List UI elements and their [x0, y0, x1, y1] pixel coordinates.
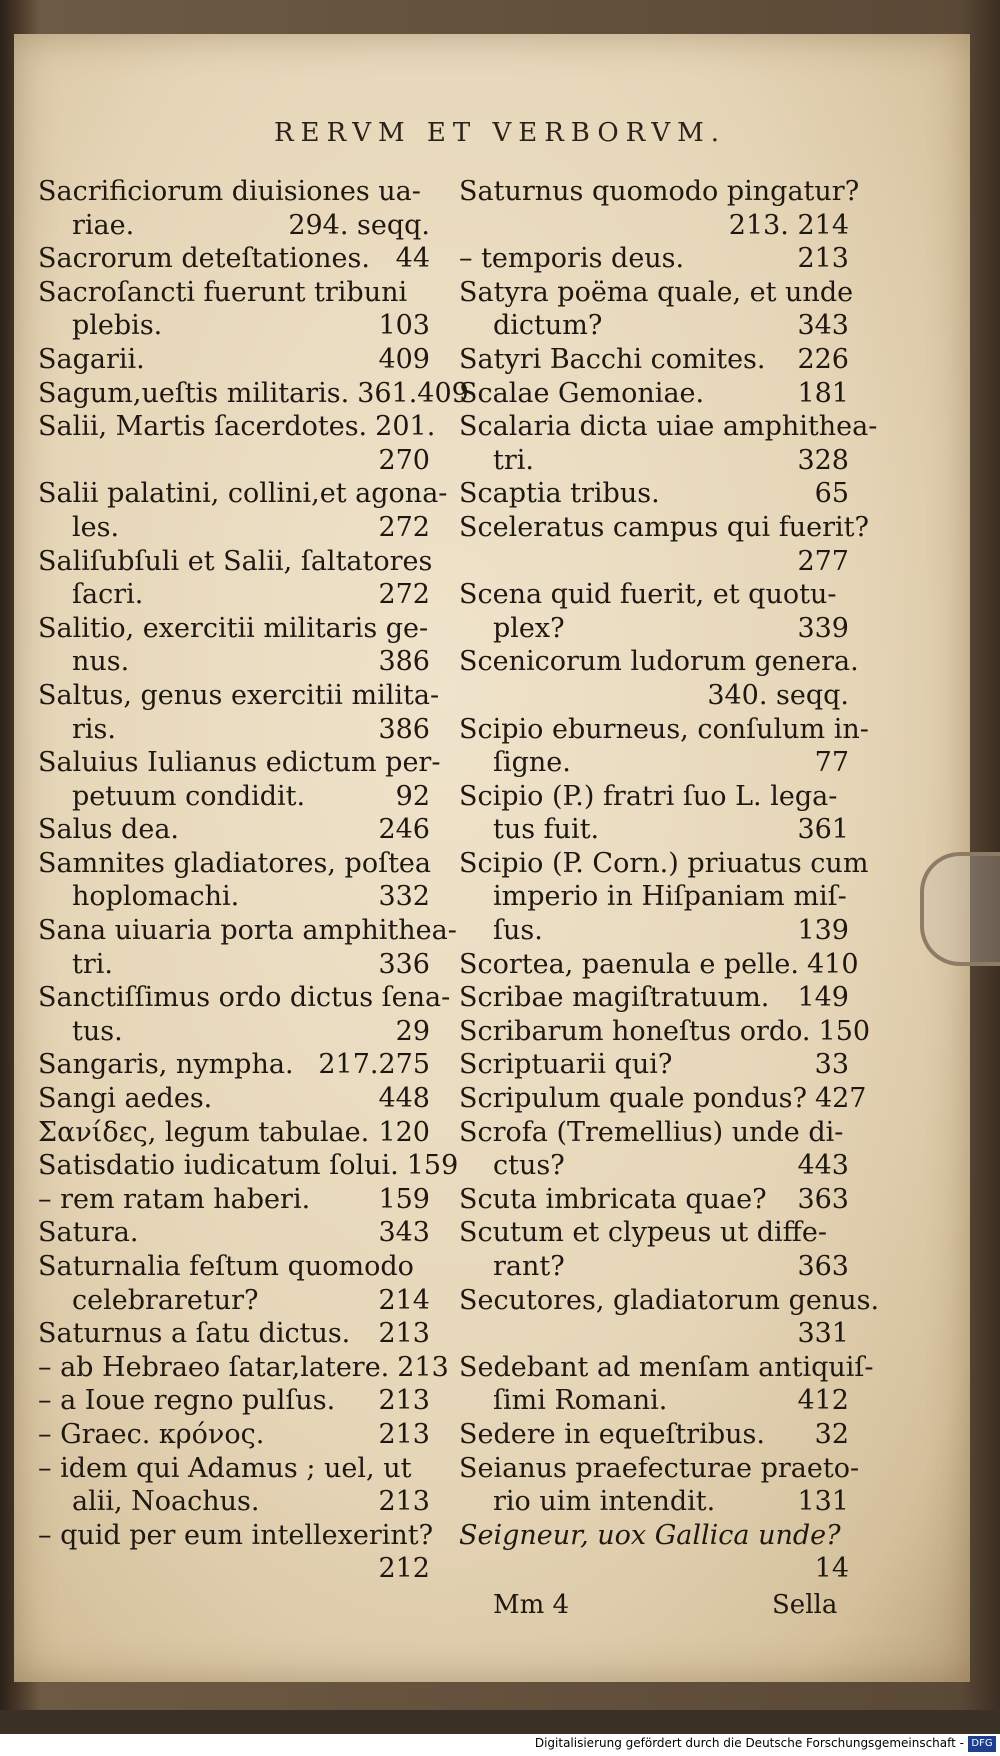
entry-term: Scripulum quale pondus?	[459, 1083, 807, 1115]
entry-page-ref: 331	[797, 1318, 849, 1350]
entry-line	[38, 948, 430, 982]
entry-line	[459, 1048, 849, 1082]
index-entry	[459, 1183, 849, 1217]
entry-term: Scipio eburneus, conſulum in-	[459, 713, 869, 745]
index-entry	[459, 780, 849, 847]
index-entry	[38, 612, 430, 679]
entry-line	[459, 914, 849, 948]
index-entry	[459, 645, 859, 712]
entry-line	[459, 276, 854, 310]
entry-page-ref: 32	[814, 1418, 849, 1450]
entry-line	[38, 242, 430, 276]
entry-line	[38, 1048, 430, 1082]
index-entry	[459, 276, 854, 343]
entry-term: ſus.	[493, 915, 543, 947]
entry-page-ref: 213	[378, 1318, 430, 1350]
index-entry	[38, 410, 436, 477]
index-entry	[459, 175, 860, 242]
entry-page-ref: 246	[378, 814, 430, 846]
index-entry	[38, 545, 433, 612]
entry-page-ref: 44	[395, 243, 430, 275]
entry-line	[459, 1519, 849, 1553]
entry-term: Scortea, paenula e pelle.	[459, 948, 799, 980]
entry-line	[459, 410, 878, 444]
entry-page-ref: 150	[818, 1015, 871, 1047]
entry-line	[459, 477, 849, 511]
entry-term: Scipio (P. Corn.) priuatus cum	[459, 847, 869, 879]
entry-page-ref: 214	[378, 1284, 430, 1316]
index-entry	[38, 679, 440, 746]
entry-page-ref: 213	[378, 1418, 430, 1450]
index-entry	[38, 981, 451, 1048]
entry-line	[38, 1519, 434, 1553]
entry-term: Satura.	[38, 1217, 139, 1249]
entry-page-ref: 213	[797, 243, 849, 275]
entry-term: – Graec. κρόνος.	[38, 1418, 265, 1450]
entry-term: alii, Noachus.	[72, 1486, 260, 1518]
entry-page-ref: 272	[378, 579, 430, 611]
running-header: RERVM ET VERBORVM.	[273, 118, 726, 148]
entry-line	[459, 1116, 849, 1150]
index-entry	[38, 1317, 430, 1351]
catchword: Sella	[772, 1590, 838, 1620]
entry-line	[38, 511, 430, 545]
entry-page-ref: 213	[378, 1385, 430, 1417]
entry-line	[459, 880, 849, 914]
entry-page-ref: 412	[797, 1385, 849, 1417]
index-entry	[38, 1048, 430, 1082]
index-entry	[459, 981, 849, 1015]
entry-term: Sedere in equeſtribus.	[459, 1418, 765, 1450]
index-entry	[459, 1519, 849, 1586]
entry-term: ſigne.	[493, 747, 571, 779]
entry-term: imperio in Hiſpaniam miſ-	[493, 881, 847, 913]
entry-line	[38, 612, 430, 646]
entry-term: Scribae magiſtratuum.	[459, 982, 770, 1014]
entry-page-ref: 131	[797, 1486, 849, 1518]
entry-page-ref: 159	[406, 1150, 459, 1182]
entry-term: ſimi Romani.	[493, 1385, 668, 1417]
entry-line	[38, 1082, 430, 1116]
index-entry	[38, 1250, 430, 1317]
entry-page-ref: 343	[797, 310, 849, 342]
entry-line	[38, 477, 448, 511]
index-entry	[459, 1351, 874, 1418]
dfg-logo: DFG	[968, 1736, 996, 1752]
index-entry	[38, 343, 430, 377]
entry-line	[459, 1183, 849, 1217]
index-entry	[459, 343, 849, 377]
entry-term: Scena quid fuerit, et quotu-	[459, 579, 837, 611]
entry-term: hoplomachi.	[72, 881, 240, 913]
entry-term: plex?	[493, 612, 565, 644]
index-entry	[38, 1116, 430, 1150]
entry-line	[38, 1284, 430, 1318]
entry-term: Secutores, gladiatorum genus.	[459, 1284, 880, 1316]
entry-page-ref: 294. seqq.	[288, 209, 430, 241]
entry-term: Sedebant ad menſam antiquiſ-	[459, 1351, 874, 1383]
entry-line	[38, 780, 430, 814]
entry-term: Salii palatini, collini,et agona-	[38, 478, 448, 510]
entry-line	[459, 1149, 849, 1183]
entry-term: Saturnus a ſatu dictus.	[38, 1318, 351, 1350]
entry-line	[459, 1015, 871, 1049]
entry-term: celebraretur?	[72, 1284, 259, 1316]
entry-line	[38, 444, 430, 478]
entry-term: petuum condidit.	[72, 780, 306, 812]
entry-term: Sangaris, nympha.	[38, 1049, 294, 1081]
entry-line	[38, 1216, 430, 1250]
entry-term: riae.	[72, 209, 135, 241]
index-column-left	[38, 175, 469, 1586]
entry-line	[459, 746, 849, 780]
entry-term: – a Ioue regno pulſus.	[38, 1385, 336, 1417]
entry-term: Sangi aedes.	[38, 1083, 213, 1115]
index-entry	[38, 1082, 430, 1116]
index-entry	[38, 1384, 430, 1418]
entry-line	[38, 410, 436, 444]
entry-term: Sagum,ueſtis militaris.	[38, 377, 350, 409]
index-entry	[459, 1048, 849, 1082]
entry-line	[38, 309, 430, 343]
entry-line	[459, 209, 849, 243]
entry-page-ref: 363	[797, 1251, 849, 1282]
entry-term: Sanctiſſimus ordo dictus ſena-	[38, 982, 451, 1014]
entry-line	[38, 377, 469, 411]
entry-page-ref: 103	[378, 310, 430, 342]
entry-line	[38, 1452, 430, 1486]
entry-term: tri.	[72, 948, 113, 980]
entry-term: Satyri Bacchi comites.	[459, 343, 766, 375]
entry-line	[459, 1485, 849, 1519]
entry-term: Satisdatio iudicatum ſolui.	[38, 1150, 399, 1182]
entry-line	[459, 578, 849, 612]
entry-page-ref: 443	[797, 1150, 849, 1182]
entry-term: – temporis deus.	[459, 243, 685, 275]
entry-line	[38, 276, 430, 310]
entry-page-ref: 217.275	[318, 1049, 430, 1081]
entry-page-ref: 277	[797, 545, 849, 577]
index-entry	[459, 1284, 880, 1351]
entry-page-ref: 328	[797, 444, 849, 476]
index-entry	[459, 847, 869, 948]
entry-term: Scribarum honeſtus ordo.	[459, 1015, 811, 1047]
entry-line	[459, 1418, 849, 1452]
entry-term: Sana uiuaria porta amphithea-	[38, 915, 457, 947]
entry-term: Scipio (P.) fratri ſuo L. lega-	[459, 780, 838, 812]
entry-term: tri.	[493, 444, 534, 476]
entry-term: Saluius Iulianus edictum per-	[38, 747, 441, 779]
entry-line	[38, 1418, 430, 1452]
index-entry	[38, 276, 430, 343]
index-entry	[38, 175, 430, 242]
index-entry	[459, 948, 859, 982]
entry-line	[459, 1317, 849, 1351]
entry-page-ref: 120	[378, 1116, 430, 1148]
index-entry	[38, 1351, 449, 1385]
entry-line	[38, 545, 433, 579]
entry-term: tus.	[72, 1015, 123, 1047]
index-entry	[459, 578, 849, 645]
entry-page-ref: 272	[378, 511, 430, 543]
entry-page-ref: 159	[378, 1183, 430, 1215]
entry-page-ref: 427	[814, 1083, 867, 1115]
entry-page-ref: 149	[797, 982, 849, 1014]
entry-page-ref: 340. seqq.	[707, 679, 849, 711]
entry-line	[38, 175, 430, 209]
index-entry	[459, 477, 849, 511]
entry-page-ref: 65	[814, 478, 849, 510]
entry-page-ref: 448	[378, 1083, 430, 1115]
entry-page-ref: 213	[397, 1351, 449, 1383]
entry-line	[38, 1116, 430, 1150]
entry-term: Scalaria dicta uiae amphithea-	[459, 411, 878, 443]
entry-term: – quid per eum intellexerint?	[38, 1519, 434, 1551]
entry-term: ris.	[72, 713, 116, 745]
entry-term: tus fuit.	[493, 814, 600, 846]
entry-line	[38, 1015, 430, 1049]
entry-line	[38, 1351, 449, 1385]
entry-page-ref: 270	[378, 444, 430, 476]
entry-page-ref: 332	[378, 881, 430, 913]
entry-line	[459, 612, 849, 646]
entry-page-ref: 363	[797, 1183, 849, 1215]
index-entry	[459, 410, 878, 477]
entry-line	[459, 1216, 849, 1250]
index-entry	[38, 1519, 434, 1586]
entry-page-ref: 213. 214	[728, 209, 849, 241]
entry-page-ref: 226	[797, 343, 849, 375]
entry-line	[38, 1250, 430, 1284]
entry-term: plebis.	[72, 310, 163, 342]
entry-line	[459, 679, 849, 713]
entry-term: Satyra poëma quale, et unde	[459, 276, 854, 308]
entry-line	[459, 309, 849, 343]
entry-term: Saltus, genus exercitii milita-	[38, 679, 440, 711]
entry-term: Sacrificiorum diuisiones ua-	[38, 176, 421, 207]
entry-page-ref: 181	[797, 377, 849, 409]
entry-line	[38, 209, 430, 243]
page-foot	[0, 1590, 1000, 1630]
entry-term: Sacroſancti fuerunt tribuni	[38, 276, 408, 308]
book-clasp	[920, 852, 1000, 966]
entry-page-ref: 386	[378, 713, 430, 745]
entry-line	[459, 813, 849, 847]
entry-line	[459, 175, 860, 209]
entry-line	[38, 1552, 430, 1586]
entry-line	[38, 813, 430, 847]
entry-line	[38, 1317, 430, 1351]
entry-page-ref: 336	[378, 948, 430, 980]
entry-term: – ab Hebraeo ſatar,latere.	[38, 1351, 390, 1383]
entry-line	[459, 645, 859, 679]
entry-line	[38, 578, 430, 612]
entry-term: rant?	[493, 1251, 565, 1282]
index-entry	[459, 713, 869, 780]
signature-mark: Mm 4	[493, 1590, 570, 1620]
entry-line	[38, 914, 457, 948]
index-entry	[459, 1015, 871, 1049]
index-entry	[38, 377, 469, 411]
entry-line	[459, 847, 869, 881]
entry-term: – rem ratam haberi.	[38, 1183, 311, 1215]
entry-term: les.	[72, 511, 120, 543]
entry-page-ref: 92	[395, 780, 430, 812]
entry-term: ſacri.	[72, 579, 144, 611]
entry-page-ref: 410	[806, 948, 859, 980]
entry-page-ref: 361.409	[357, 377, 469, 409]
entry-line	[459, 242, 849, 276]
entry-page-ref: 201.	[375, 411, 436, 443]
index-entry	[38, 1418, 430, 1452]
index-entry	[459, 1216, 849, 1283]
entry-line	[459, 377, 849, 411]
index-entry	[38, 1216, 430, 1250]
entry-term: Saturnalia feſtum quomodo	[38, 1251, 414, 1282]
entry-line	[459, 1250, 849, 1284]
entry-term: ctus?	[493, 1150, 565, 1182]
entry-line	[459, 1552, 849, 1586]
index-entry	[38, 242, 430, 276]
index-entry	[459, 1116, 849, 1183]
entry-term: nus.	[72, 646, 130, 678]
index-entry	[459, 1418, 849, 1452]
entry-page-ref: 33	[814, 1049, 849, 1081]
index-entry	[38, 1149, 459, 1183]
entry-line	[459, 1082, 867, 1116]
entry-line	[459, 948, 859, 982]
entry-term: Samnites gladiatores, poſtea	[38, 847, 431, 879]
entry-term: rio uim intendit.	[493, 1486, 716, 1518]
entry-line	[38, 746, 441, 780]
funding-notice: Digitalisierung gefördert durch die Deutsche Forschungsgemeinschaft -	[534, 1736, 964, 1750]
entry-line	[38, 713, 430, 747]
index-entry	[459, 1452, 860, 1519]
entry-page-ref: 77	[814, 747, 849, 779]
entry-term: Saliſubſuli et Salii, ſaltatores	[38, 545, 433, 577]
entry-page-ref: 361	[797, 814, 849, 846]
entry-term: Sagarii.	[38, 343, 145, 375]
entry-page-ref: 29	[395, 1015, 430, 1047]
entry-line	[38, 343, 430, 377]
entry-page-ref: 339	[797, 612, 849, 644]
index-entry	[38, 1452, 430, 1519]
index-entry	[459, 242, 849, 276]
entry-term: Scuta imbricata quae?	[459, 1183, 767, 1215]
index-entry	[459, 377, 849, 411]
entry-page-ref: 386	[378, 646, 430, 678]
entry-page-ref: 409	[378, 343, 430, 375]
entry-page-ref: 14	[814, 1553, 849, 1585]
entry-line	[459, 713, 869, 747]
entry-line	[459, 1284, 880, 1318]
entry-term: Scalae Gemoniae.	[459, 377, 705, 409]
entry-line	[459, 545, 849, 579]
entry-line	[38, 847, 430, 881]
index-entry	[38, 914, 457, 981]
index-entry	[459, 1082, 867, 1116]
index-entry	[38, 847, 430, 914]
entry-term: Scutum et clypeus ut diffe-	[459, 1217, 827, 1249]
entry-term: Saturnus quomodo pingatur?	[459, 176, 860, 207]
entry-page-ref: 212	[378, 1553, 430, 1585]
entry-term: Salus dea.	[38, 814, 179, 846]
entry-line	[459, 1351, 874, 1385]
entry-line	[38, 880, 430, 914]
entry-line	[459, 1452, 860, 1486]
entry-term: Scenicorum ludorum genera.	[459, 646, 859, 678]
entry-term: Seianus praefecturae praeto-	[459, 1452, 860, 1484]
entry-term: Sceleratus campus qui fuerit?	[459, 511, 869, 543]
entry-line	[459, 1384, 849, 1418]
index-column-right	[459, 175, 880, 1586]
entry-line	[38, 1485, 430, 1519]
entry-term: Scaptia tribus.	[459, 478, 660, 510]
entry-term: Salii, Martis ſacerdotes.	[38, 411, 368, 443]
entry-line	[38, 679, 440, 713]
entry-term: Σανίδες, legum tabulae.	[38, 1116, 370, 1148]
entry-term: Seigneur, uox Gallica unde?	[459, 1519, 841, 1551]
entry-term: Scriptuarii qui?	[459, 1049, 673, 1081]
entry-line	[459, 780, 849, 814]
entry-term: – idem qui Adamus ; uel, ut	[38, 1452, 412, 1484]
index-entry	[38, 746, 441, 813]
index-entry	[459, 511, 869, 578]
entry-page-ref: 213	[378, 1486, 430, 1518]
entry-page-ref: 139	[797, 915, 849, 947]
entry-line	[38, 981, 451, 1015]
entry-line	[459, 511, 869, 545]
entry-line	[38, 1149, 459, 1183]
entry-line	[459, 444, 849, 478]
entry-term: dictum?	[493, 310, 603, 342]
entry-line	[459, 343, 849, 377]
entry-term: Salitio, exercitii militaris ge-	[38, 612, 429, 644]
index-entry	[38, 1183, 430, 1217]
entry-page-ref: 343	[378, 1217, 430, 1249]
entry-line	[38, 1384, 430, 1418]
index-entry	[38, 813, 430, 847]
index-entry	[38, 477, 448, 544]
entry-line	[38, 1183, 430, 1217]
entry-term: Scrofa (Tremellius) unde di-	[459, 1116, 844, 1148]
entry-line	[459, 981, 849, 1015]
entry-term: Sacrorum deteſtationes.	[38, 243, 370, 275]
entry-line	[38, 645, 430, 679]
